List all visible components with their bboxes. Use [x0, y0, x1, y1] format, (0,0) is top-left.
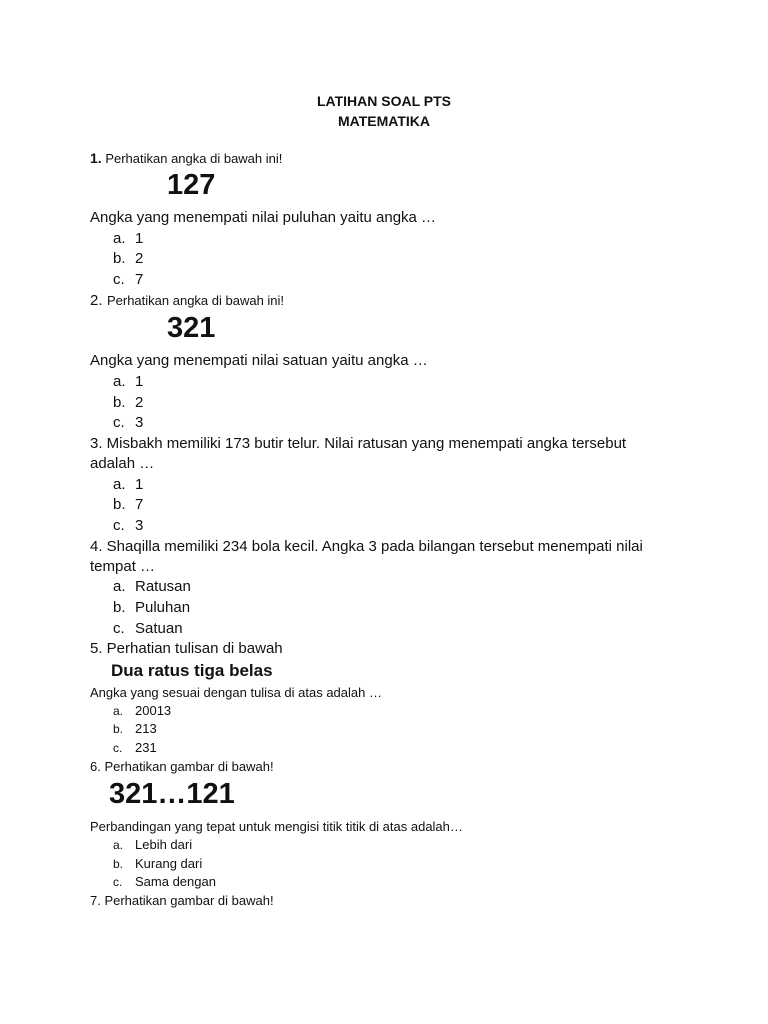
question-3-option-b: b. 7: [113, 496, 144, 513]
question-2-prompt: [90, 292, 284, 310]
question-number: 2.: [90, 292, 103, 309]
question-4-option-b: b. Puluhan: [113, 599, 191, 616]
question-4-option-a: a. Ratusan: [113, 578, 191, 595]
question-4-text-line-2: tempat …: [90, 558, 156, 575]
question-5-option-a: a. 20013: [113, 703, 172, 718]
question-1-figure: 127: [167, 169, 216, 201]
question-6-prompt: 6. Perhatikan gambar di bawah!: [90, 759, 274, 774]
question-6-option-b: b. Kurang dari: [113, 856, 203, 871]
question-6-figure: 321…121: [109, 778, 235, 810]
question-6-option-a: a. Lebih dari: [113, 837, 193, 852]
question-6-text: Perbandingan yang tepat untuk mengisi titik titik di atas adalah…: [90, 819, 463, 834]
question-5-option-b: b. 213: [113, 721, 157, 736]
question-5-text: Angka yang sesuai dengan tulisa di atas adalah …: [90, 685, 382, 700]
question-2-figure: 321: [167, 312, 216, 344]
question-5-option-c: c. 231: [113, 740, 157, 755]
question-2-text: Angka yang menempati nilai satuan yaitu angka …: [90, 352, 428, 369]
title-line-1: LATIHAN SOAL PTS: [316, 93, 452, 109]
question-7-prompt: 7. Perhatikan gambar di bawah!: [90, 893, 274, 908]
question-number: 1.: [90, 150, 102, 166]
question-3-option-a: a. 1: [113, 476, 144, 493]
question-1-option-b: b. 2: [113, 250, 144, 267]
question-5-prompt: 5. Perhatian tulisan di bawah: [90, 640, 283, 657]
question-4-option-c: c. Satuan: [113, 620, 183, 637]
question-1-prompt: [90, 150, 282, 166]
question-1-option-c: c. 7: [113, 271, 144, 288]
question-3-text-line-2: adalah …: [90, 455, 155, 472]
question-1-option-a: a. 1: [113, 230, 144, 247]
title-line-2: MATEMATIKA: [337, 113, 431, 129]
question-1-text: Angka yang menempati nilai puluhan yaitu angka …: [90, 209, 437, 226]
question-prompt-text: Perhatikan angka di bawah ini!: [106, 293, 285, 308]
question-4-text-line-1: 4. Shaqilla memiliki 234 bola kecil. Angka 3 pada bilangan tersebut menempati nilai: [90, 538, 643, 555]
question-prompt-text: Perhatikan angka di bawah ini!: [105, 151, 283, 166]
question-2-option-b: b. 2: [113, 394, 144, 411]
question-2-option-a: a. 1: [113, 373, 144, 390]
question-5-figure: Dua ratus tiga belas: [111, 661, 273, 680]
question-2-option-c: c. 3: [113, 414, 144, 431]
question-3-option-c: c. 3: [113, 517, 144, 534]
question-6-option-c: c. Sama dengan: [113, 874, 216, 889]
question-3-text-line-1: 3. Misbakh memiliki 173 butir telur. Nilai ratusan yang menempati angka tersebut: [90, 435, 627, 452]
